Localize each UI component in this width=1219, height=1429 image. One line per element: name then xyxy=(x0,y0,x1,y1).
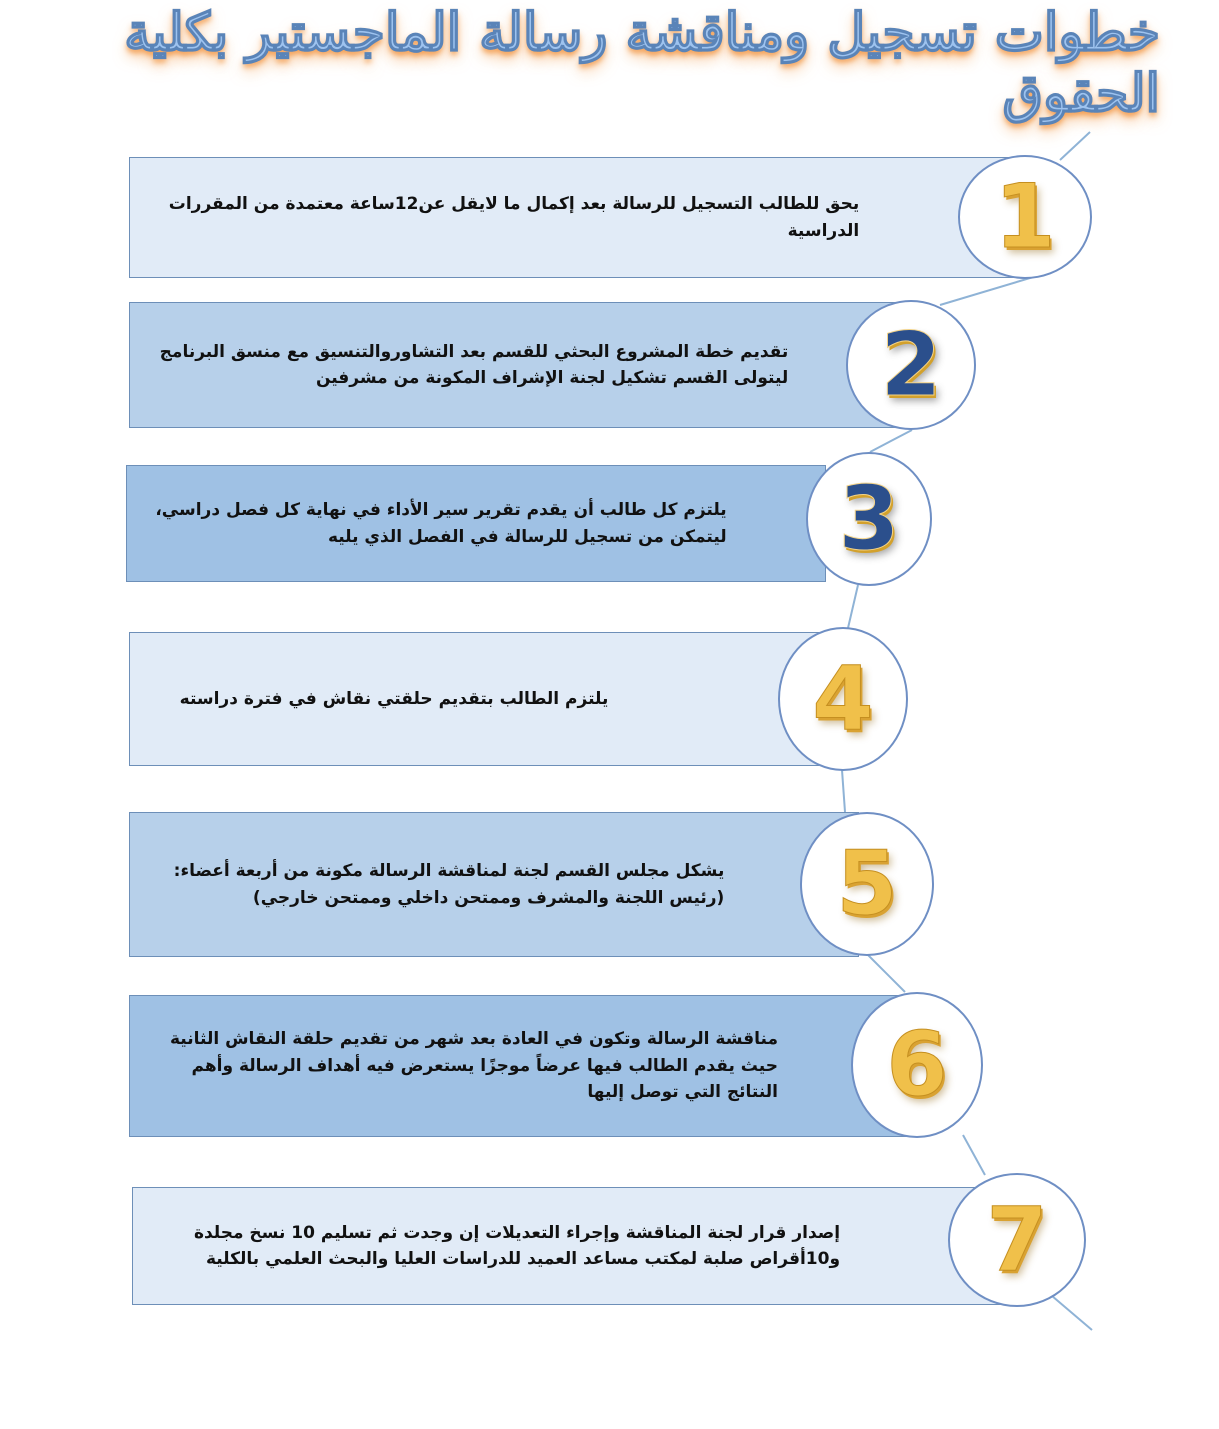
step-number-5: 5 xyxy=(836,832,898,935)
step-box-7 xyxy=(132,1187,1012,1305)
step-number-3: 3 xyxy=(838,467,900,570)
step-number-7: 7 xyxy=(986,1188,1048,1291)
step-circle-6 xyxy=(851,992,983,1138)
step-text-5: يشكل مجلس القسم لجنة لمناقشة الرسالة مكونة من أربعة أعضاء: (رئيس اللجنة والمشرف وممتحن داخلي وممتحن خارجي) xyxy=(173,861,725,908)
step-circle-7 xyxy=(948,1173,1086,1307)
step-box-5 xyxy=(129,812,859,957)
step-circle-2 xyxy=(846,300,976,430)
step-box-3 xyxy=(126,465,826,582)
step-box-6 xyxy=(129,995,909,1137)
step-text-2: تقديم خطة المشروع البحثي للقسم بعد التشاوروالتنسيق مع منسق البرنامج ليتولى القسم تشكيل لجنة الإشراف المكونة من مشرفين xyxy=(159,341,789,388)
step-number-1: 1 xyxy=(994,165,1056,268)
step-text-4: يلتزم الطالب بتقديم حلقتي نقاش في فترة دراسته xyxy=(179,688,609,709)
step-box-4 xyxy=(129,632,819,766)
page-title: خطوات تسجيل ومناقشة رسالة الماجستير بكلية الحقوق xyxy=(124,2,1160,124)
step-circle-1 xyxy=(958,155,1092,279)
step-box-1 xyxy=(129,157,1019,278)
step-text-7: إصدار قرار لجنة المناقشة وإجراء التعديلات إن وجدت ثم تسليم 10 نسخ مجلدة و10أقراص صلبة لمكتب مساعد العميد للدراسات العليا والبحث العلمي بالكلية xyxy=(193,1222,841,1269)
step-text-3: يلتزم كل طالب أن يقدم تقرير سير الأداء في نهاية كل فصل دراسي، ليتمكن من تسجيل للرسالة في الفصل الذي يليه xyxy=(155,500,727,547)
step-box-2 xyxy=(129,302,899,428)
step-number-6: 6 xyxy=(886,1013,948,1116)
step-number-2: 2 xyxy=(880,313,942,416)
step-text-1: يحق للطالب التسجيل للرسالة بعد إكمال ما لايقل عن12ساعة معتمدة من المقررات الدراسية xyxy=(168,194,860,241)
step-circle-3 xyxy=(806,452,932,586)
step-text-6: مناقشة الرسالة وتكون في العادة بعد شهر من تقديم حلقة النقاش الثانية حيث يقدم الطالب فيها عرضاً موجزًا يستعرض فيه أهداف الرسالة وأهم النتائج التي توصل إليها xyxy=(170,1029,778,1103)
step-circle-5 xyxy=(800,812,934,956)
step-circle-4 xyxy=(778,627,908,771)
step-number-4: 4 xyxy=(812,647,874,750)
